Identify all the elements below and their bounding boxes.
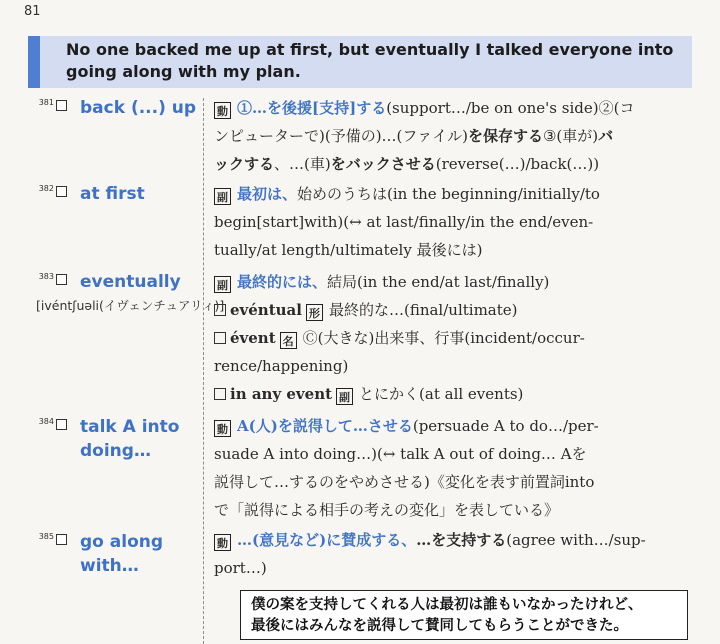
definition-text: ③(車が) (542, 127, 599, 145)
definition-text: バ (598, 127, 614, 145)
definition-text: で「説得による相手の考えの変化」を表している》 (214, 501, 560, 519)
entry-383-definition (214, 268, 676, 408)
definition-line (214, 380, 676, 408)
definition-line (214, 468, 676, 496)
checkbox-icon[interactable] (214, 388, 226, 400)
definition-text: を保存する (467, 127, 543, 145)
japanese-translation-box: 僕の案を支持してくれる人は最初は誰もいなかったけれど、 最後にはみんなを説得して賛同してもらうことができた。 (240, 590, 688, 640)
example-sentence-banner: No one backed me up at first, but eventually I talked everyone into going along with my plan. (28, 36, 692, 88)
checkbox-icon[interactable] (214, 304, 226, 316)
entry-phrase: at first (80, 184, 145, 204)
page-number: 81 (24, 4, 41, 19)
entry-number: 384 (38, 417, 54, 426)
definition-line (214, 412, 676, 440)
entry-phrase: back (...) up (80, 98, 197, 118)
entry-382-definition (214, 180, 676, 264)
definition-text: 最終的には、 (237, 273, 328, 291)
definition-text: (persuade A to do…/per- (412, 417, 599, 435)
part-of-speech-tag: 動 (214, 102, 231, 119)
part-of-speech-tag: 副 (214, 188, 231, 205)
entry-phrase: talk A into (80, 417, 180, 437)
definition-line (214, 526, 676, 554)
checkbox-icon[interactable] (56, 100, 67, 111)
checkbox-icon[interactable] (56, 534, 67, 545)
definition-text: とにかく(at all events) (359, 385, 524, 403)
entry-phrase-cont: with… (80, 556, 139, 576)
entry-381-definition (214, 94, 676, 178)
definition-line (214, 440, 676, 468)
definition-text: (reverse(…)/back(…)) (435, 155, 600, 173)
definition-text: begin[start]with)(↔ at last/finally/in the end/even- (214, 213, 594, 231)
definition-text: 結局(in the end/at last/finally) (327, 273, 550, 291)
definition-text: port…) (214, 559, 267, 577)
part-of-speech-tag: 副 (336, 388, 353, 405)
definition-line (214, 208, 676, 236)
part-of-speech-tag: 名 (280, 332, 297, 349)
part-of-speech-tag: 副 (214, 276, 231, 293)
definition-text: rence/happening) (214, 357, 349, 375)
definition-text: (support…/be on one's side)②(コ (386, 99, 635, 117)
pronunciation: [ivéntʃuəli(イヴェンチュアリィ)] (36, 298, 225, 313)
definition-text: (agree with…/sup- (506, 531, 646, 549)
definition-text: ックする (214, 155, 275, 173)
entry-number: 383 (38, 272, 54, 281)
definition-text: Ⓒ(大きな)出来事、行事(incident/occur- (302, 329, 585, 347)
definition-line (214, 352, 676, 380)
column-divider (203, 98, 204, 644)
entry-number: 385 (38, 532, 54, 541)
definition-text: をバックさせる (330, 155, 436, 173)
entry-385-definition (214, 526, 676, 582)
definition-text: 最初は、 (237, 185, 298, 203)
entry-phrase: eventually (80, 272, 181, 292)
checkbox-icon[interactable] (56, 274, 67, 285)
definition-text: evéntual (230, 301, 302, 319)
definition-text: tually/at length/ultimately 最後には) (214, 241, 483, 259)
definition-line (214, 296, 676, 324)
definition-text: in any event (230, 385, 333, 403)
entry-phrase-cont: doing… (80, 441, 151, 461)
definition-line (214, 94, 676, 122)
definition-line (214, 554, 676, 582)
definition-text: évent (230, 329, 276, 347)
definition-text: 、…(車) (274, 155, 331, 173)
entry-384-definition (214, 412, 676, 524)
definition-text: …を支持する (416, 531, 507, 549)
definition-line (214, 268, 676, 296)
definition-text: 始めのうちは(in the beginning/initially/to (297, 185, 600, 203)
part-of-speech-tag: 動 (214, 534, 231, 551)
definition-line (214, 150, 676, 178)
entry-number: 382 (38, 184, 54, 193)
definition-text: A(人)を説得して…させる (237, 417, 413, 435)
definition-line (214, 324, 676, 352)
part-of-speech-tag: 動 (214, 420, 231, 437)
definition-line (214, 122, 676, 150)
checkbox-icon[interactable] (214, 332, 226, 344)
definition-text: suade A into doing…)(↔ talk A out of doing… Aを (214, 445, 587, 463)
entry-number: 381 (38, 98, 54, 107)
definition-text: 最終的な…(final/ultimate) (328, 301, 518, 319)
definition-text: 説得して…するのをやめさせる)《変化を表す前置詞into (214, 473, 595, 491)
checkbox-icon[interactable] (56, 419, 67, 430)
entry-phrase: go along (80, 532, 164, 552)
definition-line (214, 496, 676, 524)
definition-line (214, 180, 676, 208)
definition-line (214, 236, 676, 264)
definition-text: ンピューターで)(予備の)…(ファイル) (214, 127, 468, 145)
definition-text: ①…を後援[支持]する (237, 99, 387, 117)
part-of-speech-tag: 形 (306, 304, 323, 321)
checkbox-icon[interactable] (56, 186, 67, 197)
definition-text: …(意見など)に賛成する、 (237, 531, 417, 549)
